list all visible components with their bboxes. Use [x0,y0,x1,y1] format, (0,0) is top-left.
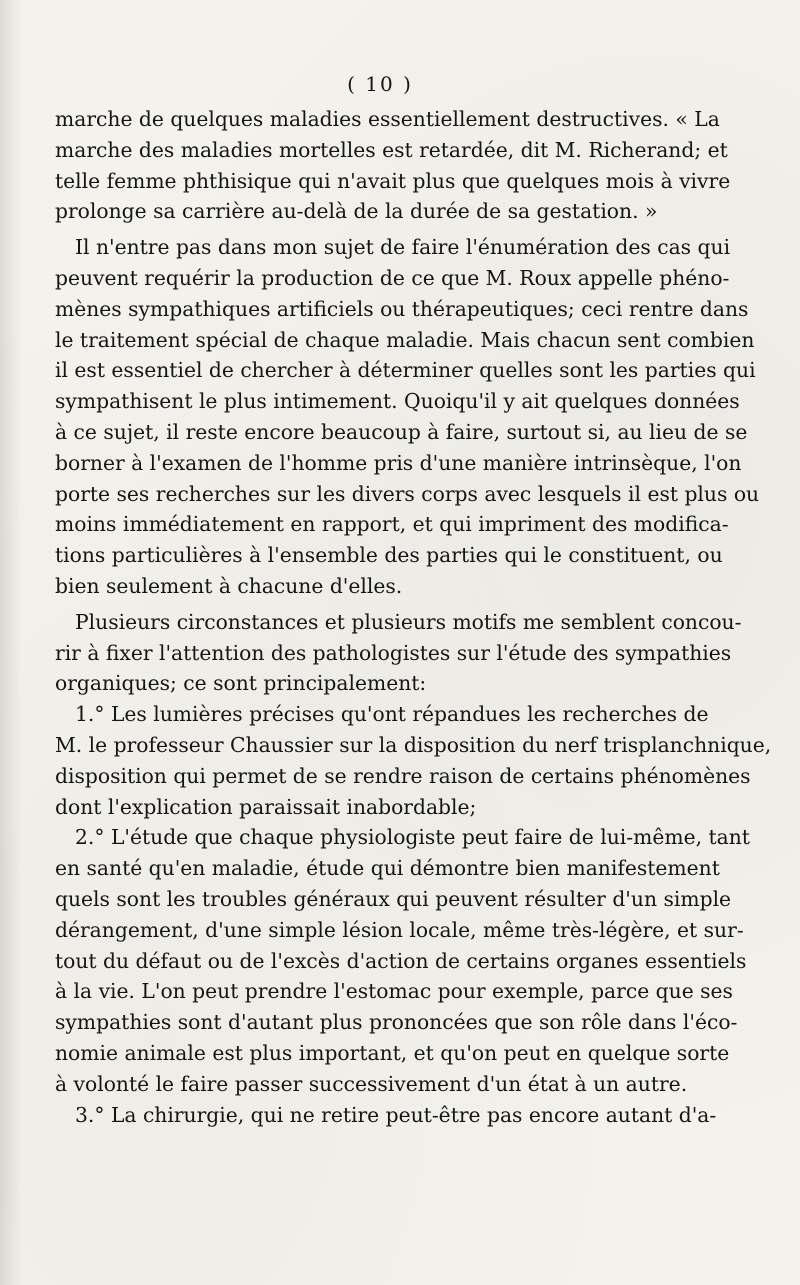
text-line: sympathies sont d'autant plus prononcées que son rôle dans l'éco- [55,1010,738,1035]
page-number: ( 10 ) [347,72,413,96]
text-line: le traitement spécial de chaque maladie. Mais chacun sent combien [55,327,755,352]
text-line: organiques; ce sont principalement: [55,671,427,696]
page-gutter-shadow [0,0,22,1285]
text-line: disposition qui permet de se rendre raison de certains phénomènes [55,763,751,788]
text-line: 3.° La chirurgie, qui ne retire peut-être pas encore autant d'a- [75,1102,717,1127]
text-line: rir à fixer l'attention des pathologistes sur l'étude des sympathies [55,640,732,665]
text-line: tions particulières à l'ensemble des parties qui le constituent, ou [55,543,723,568]
text-line: 1.° Les lumières précises qu'ont répandues les recherches de [75,702,709,727]
text-line: mènes sympathiques artificiels ou thérapeutiques; ceci rentre dans [55,296,749,321]
text-line: dérangement, d'une simple lésion locale, même très-légère, et sur- [55,917,744,942]
text-line: 2.° L'étude que chaque physiologiste peut faire de lui-même, tant [75,825,750,850]
text-line: telle femme phthisique qui n'avait plus que quelques mois à vivre [55,168,731,193]
text-line: il est essentiel de chercher à déterminer quelles sont les parties qui [55,358,756,383]
text-line: borner à l'examen de l'homme pris d'une manière intrinsèque, l'on [55,450,742,475]
body-text [55,104,772,1130]
text-line: dont l'explication paraissait inabordable; [55,794,477,819]
text-line: nomie animale est plus important, et qu'on peut en quelque sorte [55,1040,730,1065]
text-line: à la vie. L'on peut prendre l'estomac pour exemple, parce que ses [55,979,733,1004]
text-line: prolonge sa carrière au-delà de la durée de sa gestation. » [55,199,658,224]
text-line: marche de quelques maladies essentiellement destructives. « La [55,107,720,131]
text-line: porte ses recherches sur les divers corps avec lesquels il est plus ou [55,481,760,506]
text-line: marche des maladies mortelles est retardée, dit M. Richerand; et [55,137,728,162]
text-line: moins immédiatement en rapport, et qui impriment des modifica- [55,512,729,537]
text-line: tout du défaut ou de l'excès d'action de certains organes essentiels [55,948,747,973]
text-line: sympathisent le plus intimement. Quoiqu'il y ait quelques données [55,389,740,414]
text-line: à ce sujet, il reste encore beaucoup à faire, surtout si, au lieu de se [55,419,748,444]
text-line: Plusieurs circonstances et plusieurs motifs me semblent concou- [75,609,742,634]
text-line: peuvent requérir la production de ce que M. Roux appelle phéno- [55,265,730,290]
text-line: à volonté le faire passer successivement d'un état à un autre. [55,1071,688,1096]
text-line: en santé qu'en maladie, étude qui démontre bien manifestement [55,856,720,881]
text-line: Il n'entre pas dans mon sujet de faire l'énumération des cas qui [75,235,731,260]
text-line: M. le professeur Chaussier sur la disposition du nerf trisplanchnique, [55,732,772,757]
text-line: quels sont les troubles généraux qui peuvent résulter d'un simple [55,886,732,911]
text-line: bien seulement à chacune d'elles. [55,573,403,598]
